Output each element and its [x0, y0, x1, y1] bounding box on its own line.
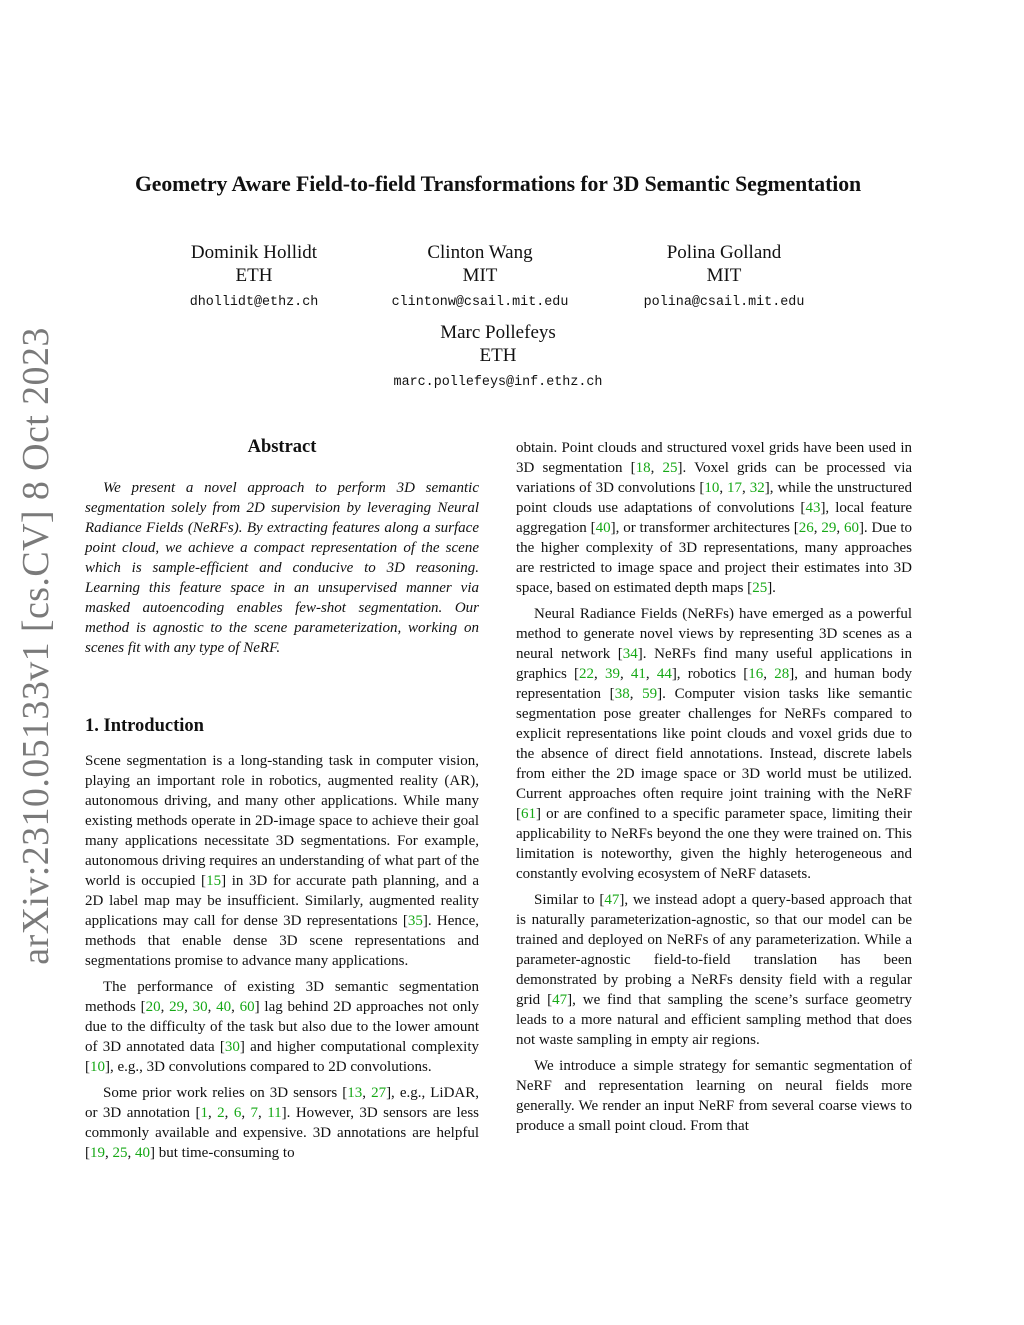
paragraph-text: , [258, 1105, 268, 1121]
paragraph-text: , [645, 666, 657, 682]
paragraph-text: Similar to [ [534, 892, 605, 908]
citation-link[interactable]: 47 [604, 892, 620, 908]
paragraph-text: ] lag behind 2D approaches not only due to the difficulty of the task but also due to the lower amount of 3D annotated data [ [85, 999, 480, 1055]
introduction-body [85, 751, 479, 1169]
citation-link[interactable]: 60 [843, 520, 859, 536]
citation-link[interactable]: 10 [704, 480, 720, 496]
paragraph-text: , [231, 999, 240, 1015]
paragraph-text: , [224, 1105, 234, 1121]
author-affiliation: MIT [462, 265, 498, 286]
paragraph-text: , [719, 480, 728, 496]
paragraph-text: , [241, 1105, 251, 1121]
arxiv-stamp [12, 326, 60, 965]
citation-link[interactable]: 32 [749, 480, 765, 496]
citation-link[interactable]: 47 [552, 992, 568, 1008]
author-name: Polina Golland [666, 242, 782, 263]
paragraph-text: , [742, 480, 750, 496]
citation-link[interactable]: 38 [614, 686, 630, 702]
citation-link[interactable]: 29 [821, 520, 837, 536]
citation-link[interactable]: 11 [267, 1105, 282, 1121]
paragraph-text: , [207, 1105, 218, 1121]
paper-title: Geometry Aware Field-to-field Transformations for 3D Semantic Segmentation [134, 172, 862, 196]
citation-link[interactable]: 44 [656, 666, 672, 682]
paragraph-text: ], robotics [ [671, 666, 749, 682]
abstract-heading: Abstract [247, 437, 317, 457]
citation-link[interactable]: 40 [595, 520, 611, 536]
author-block [375, 241, 585, 310]
paragraph-text: Scene segmentation is a long-standing task in computer vision, playing an important role in robotics, augmented reality (AR), autonomous driving, and many other applications. While many existing methods operate in 2D-image space to achieve their goal many applications necessitate 3D segmentations. For example, autonomous driving requires an understanding of what part of the world is occupied [ [85, 753, 479, 889]
citation-link[interactable]: 15 [206, 873, 222, 889]
author-affiliation: MIT [706, 265, 742, 286]
citation-link[interactable]: 35 [407, 913, 423, 929]
author-name: Clinton Wang [427, 242, 533, 263]
paragraph-text: ], or transformer architectures [ [610, 520, 799, 536]
paragraph-text: ], we instead adopt a query-based approach that is naturally parameterization-agnostic, so that our model can be trained and deployed on NeRFs of any parameterization. While a parameter-agnostic field-to-field translation has been demonstrated by probing a NeRFs density field with a regular grid [ [516, 892, 913, 1008]
citation-link[interactable]: 22 [579, 666, 594, 682]
paragraph-text: ]. Voxel grids can be processed via variations of 3D convolutions [ [516, 460, 913, 496]
paragraph-text: ] or are confined to a specific parameter space, limiting their applicability to NeRFs beyond the one they were trained on. This limitation is noteworthy, given the highly heterogeneous and constantly evolving ecosystem of NeRF datasets. [516, 806, 912, 882]
author-email: marc.pollefeys@inf.ethz.ch [393, 375, 603, 390]
author-email: dhollidt@ethz.ch [189, 295, 319, 310]
paragraph-text: ] and higher computational complexity [ [85, 1039, 479, 1075]
author-email: polina@csail.mit.edu [643, 295, 805, 310]
citation-link[interactable]: 29 [169, 999, 185, 1015]
citation-link[interactable]: 25 [112, 1145, 128, 1161]
citation-link[interactable]: 61 [521, 806, 536, 822]
paragraph-text: , [650, 460, 663, 476]
citation-link[interactable]: 41 [630, 666, 646, 682]
citation-link[interactable]: 19 [90, 1145, 105, 1161]
citation-link[interactable]: 40 [135, 1145, 150, 1161]
paragraph-text: , [207, 999, 217, 1015]
author-affiliation: ETH [479, 345, 517, 366]
paragraph-text: ]. [767, 580, 776, 596]
paragraph-text: ]. Hence, methods that enable dense 3D scene representations and segmentations promise to advance many applications. [85, 913, 479, 969]
citation-link[interactable]: 34 [622, 646, 638, 662]
paragraph-text: , [763, 666, 775, 682]
paragraph-text: , [813, 520, 822, 536]
citation-link[interactable]: 7 [250, 1105, 259, 1121]
citation-link[interactable]: 26 [798, 520, 814, 536]
paragraph-text: , [594, 666, 605, 682]
paragraph-text: ]. Due to the higher complexity of 3D representations, many approaches are restricted to image space and project their estimates into 3D space, based on estimated depth maps [ [516, 520, 912, 596]
paragraph-text: , [105, 1145, 113, 1161]
paragraph-text: ], e.g., 3D convolutions compared to 2D convolutions. [105, 1059, 432, 1075]
arxiv-identifier: arXiv:2310.05133v1 [cs.CV] 8 Oct 2023 [15, 326, 57, 965]
paragraph-text: ], while the unstructured point clouds use adaptations of convolutions [ [516, 480, 913, 516]
citation-link[interactable]: 25 [662, 460, 678, 476]
citation-link[interactable]: 30 [192, 999, 208, 1015]
paragraph-text: ], we find that sampling the scene’s surface geometry leads to a more natural and efficient sampling method that does not waste sampling in empty air regions. [516, 992, 912, 1048]
citation-link[interactable]: 17 [727, 480, 743, 496]
citation-link[interactable]: 25 [752, 580, 768, 596]
citation-link[interactable]: 16 [748, 666, 764, 682]
paragraph-text: , [619, 666, 631, 682]
citation-link[interactable]: 10 [90, 1059, 105, 1075]
author-block [624, 241, 824, 310]
citation-link[interactable]: 18 [635, 460, 651, 476]
paragraph-text: ]. Computer vision tasks like semantic segmentation pose greater challenges for NeRFs compared to explicit representations like point clouds and voxel grids due to the absence of direct field annotations. Instead, discrete labels from either the 2D image space or 3D world must be utilized. Current approaches often require joint training with the NeRF [ [516, 686, 913, 822]
citation-link[interactable]: 28 [774, 666, 790, 682]
paragraph-text: , [160, 999, 170, 1015]
paragraph-text: Neural Radiance Fields (NeRFs) have emerged as a powerful method to generate novel views by representing 3D scenes as a neural network [ [516, 606, 912, 662]
author-block [164, 241, 344, 310]
paragraph-text: ] in 3D for accurate path planning, and a 2D label map may be insufficient. Similarly, augmented reality applications may call for dense 3D representations [ [85, 873, 479, 929]
citation-link[interactable]: 2 [217, 1105, 225, 1121]
paragraph-text: , [362, 1085, 372, 1101]
paragraph-text: , [629, 686, 643, 702]
citation-link[interactable]: 39 [604, 666, 620, 682]
body-paragraph [85, 1083, 479, 1163]
author-affiliation: ETH [235, 265, 273, 286]
author-name: Dominik Hollidt [190, 242, 318, 263]
abstract-text: We present a novel approach to perform 3D semantic segmentation solely from 2D supervision by leveraging Neural Radiance Fields (NeRFs). By extracting features along a surface point cloud, we achieve a compact representation of the scene which is sample-efficient and conducive to 3D reasoning. Learning this feature space in an unsupervised manner via masked autoencoding enables few-shot segmentation. Our method is agnostic to the scene parameterization, working on scenes fit with any type of NeRF. [85, 480, 479, 656]
paragraph-text: ], local feature aggregation [ [516, 500, 913, 536]
citation-link[interactable]: 59 [642, 686, 658, 702]
author-email: clintonw@csail.mit.edu [391, 295, 569, 310]
citation-link[interactable]: 20 [145, 999, 161, 1015]
citation-link[interactable]: 6 [233, 1105, 242, 1121]
paragraph-text: ] but time-consuming to [150, 1145, 295, 1161]
paragraph-text: obtain. Point clouds and structured voxel grids have been used in 3D segmentation [ [516, 440, 912, 476]
body-paragraph [516, 890, 912, 1050]
citation-link[interactable]: 60 [239, 999, 255, 1015]
section-heading-introduction: 1. Introduction [85, 716, 204, 736]
paragraph-text: , [127, 1145, 135, 1161]
author-block [370, 321, 626, 390]
body-paragraph [516, 1056, 912, 1136]
paragraph-text: ]. NeRFs find many useful applications in graphics [ [516, 646, 912, 682]
citation-link[interactable]: 27 [371, 1085, 387, 1101]
citation-link[interactable]: 40 [216, 999, 232, 1015]
body-paragraph [85, 751, 479, 971]
paragraph-text: ], and human body representation [ [516, 666, 912, 702]
paragraph-text: , [184, 999, 193, 1015]
paragraph-text: Some prior work relies on 3D sensors [ [103, 1085, 348, 1101]
paragraph-text: We introduce a simple strategy for semantic segmentation of NeRF and representation learning on neural fields more generally. We render an input NeRF from several coarse views to produce a small point cloud. From that [516, 1058, 912, 1134]
citation-link[interactable]: 13 [347, 1085, 363, 1101]
paragraph-text: ], e.g., LiDAR, or 3D annotation [ [85, 1085, 480, 1121]
citation-link[interactable]: 30 [224, 1039, 240, 1055]
paragraph-text: The performance of existing 3D semantic segmentation methods [ [85, 979, 479, 1015]
citation-link[interactable]: 1 [200, 1105, 208, 1121]
citation-link[interactable]: 43 [805, 500, 821, 516]
paragraph-text: ]. However, 3D sensors are less commonly available and expensive. 3D annotations are helpful [ [85, 1105, 480, 1161]
right-column-body [516, 438, 912, 1142]
body-paragraph [516, 604, 912, 884]
author-name: Marc Pollefeys [440, 322, 556, 343]
body-paragraph [85, 977, 479, 1077]
paragraph-text: , [836, 520, 844, 536]
body-paragraph [516, 438, 912, 598]
